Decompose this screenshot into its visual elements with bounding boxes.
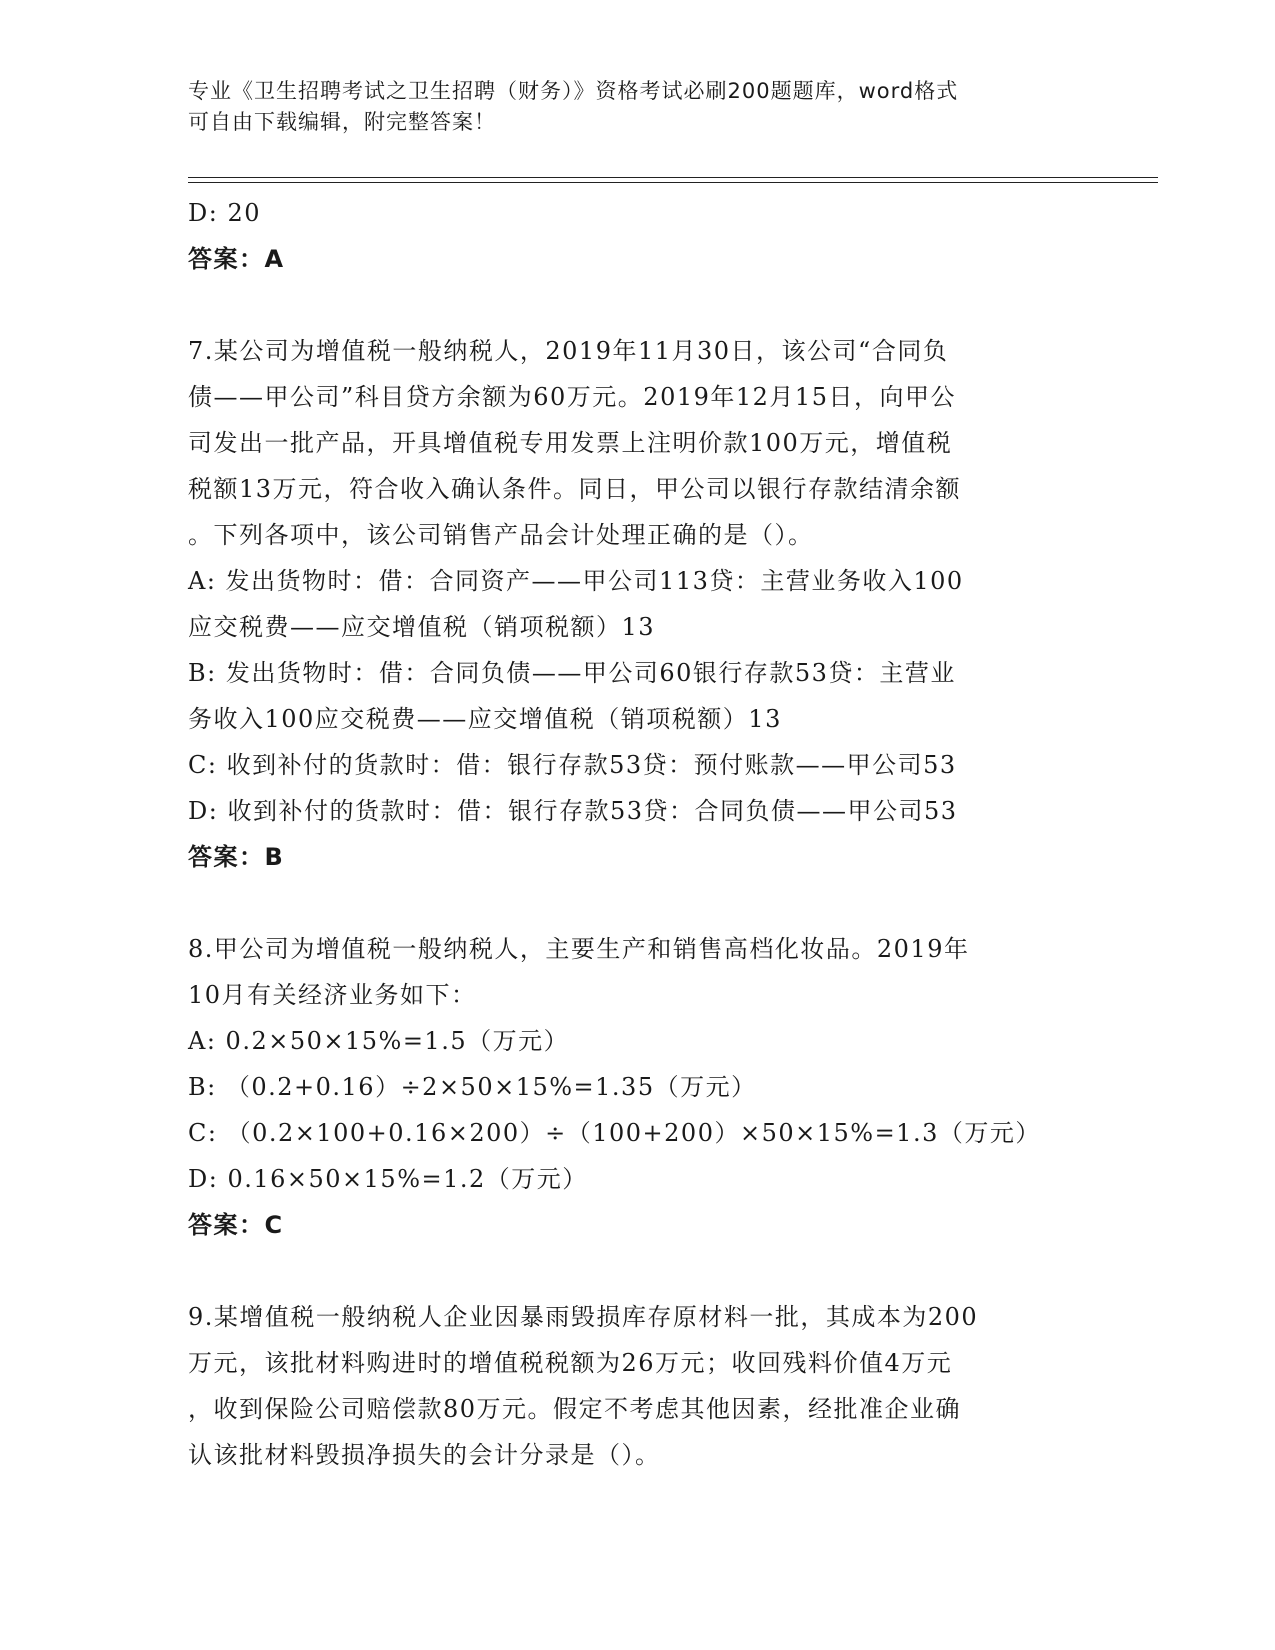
document-header xyxy=(188,76,1088,138)
option-d: D: 收到补付的货款时：借：银行存款53贷：合同负债——甲公司53 xyxy=(188,797,958,825)
document-body xyxy=(188,190,1088,1478)
answer: 答案：C xyxy=(188,1211,284,1239)
question-line: 万元，该批材料购进时的增值税税额为26万元；收回残料价值4万元 xyxy=(188,1349,953,1377)
question-line: 9.某增值税一般纳税人企业因暴雨毁损库存原材料一批，其成本为200 xyxy=(188,1303,979,1331)
question-line: ，收到保险公司赔偿款80万元。假定不考虑其他因素，经批准企业确 xyxy=(188,1395,962,1423)
question-line: 8.甲公司为增值税一般纳税人，主要生产和销售高档化妆品。2019年 xyxy=(188,935,970,963)
question-line: 税额13万元，符合收入确认条件。同日，甲公司以银行存款结清余额 xyxy=(188,475,962,503)
answer: 答案：B xyxy=(188,843,285,871)
question-line: 7.某公司为增值税一般纳税人，2019年11月30日，该公司“合同负 xyxy=(188,337,949,365)
prev-question-answer: 答案：A xyxy=(188,245,285,273)
question-line: 认该批材料毁损净损失的会计分录是（）。 xyxy=(188,1441,661,1469)
option-b-continued: 务收入100应交税费——应交增值税（销项税额）13 xyxy=(188,705,782,733)
question-line: 司发出一批产品，开具增值税专用发票上注明价款100万元，增值税 xyxy=(188,429,953,457)
option-c: C: 收到补付的货款时：借：银行存款53贷：预付账款——甲公司53 xyxy=(188,751,957,779)
prev-question-option-d: D: 20 xyxy=(188,199,261,227)
option-b: B: 发出货物时：借：合同负债——甲公司60银行存款53贷：主营业 xyxy=(188,659,956,687)
option-c: C: （0.2×100+0.16×200）÷（100+200）×50×15%=1.3（万元） xyxy=(188,1119,1041,1147)
option-b: B: （0.2+0.16）÷2×50×15%=1.35（万元） xyxy=(188,1073,757,1101)
option-a: A: 发出货物时：借：合同资产——甲公司113贷：主营业务收入100 xyxy=(188,567,964,595)
option-a-continued: 应交税费——应交增值税（销项税额）13 xyxy=(188,613,656,641)
question-7 xyxy=(188,328,1088,880)
question-line: 10月有关经济业务如下： xyxy=(188,981,477,1009)
question-8 xyxy=(188,926,1088,1248)
header-title-line-2: 可自由下载编辑，附完整答案！ xyxy=(188,110,496,134)
option-d: D: 0.16×50×15%=1.2（万元） xyxy=(188,1165,588,1193)
question-line: 债——甲公司”科目贷方余额为60万元。2019年12月15日，向甲公 xyxy=(188,383,956,411)
question-9 xyxy=(188,1294,1088,1478)
header-title-line-1: 专业《卫生招聘考试之卫生招聘（财务）》资格考试必刷200题题库，word格式 xyxy=(188,79,959,103)
header-divider xyxy=(188,177,1158,178)
question-line: 。下列各项中，该公司销售产品会计处理正确的是（）。 xyxy=(188,521,814,549)
option-a: A: 0.2×50×15%=1.5（万元） xyxy=(188,1027,570,1055)
